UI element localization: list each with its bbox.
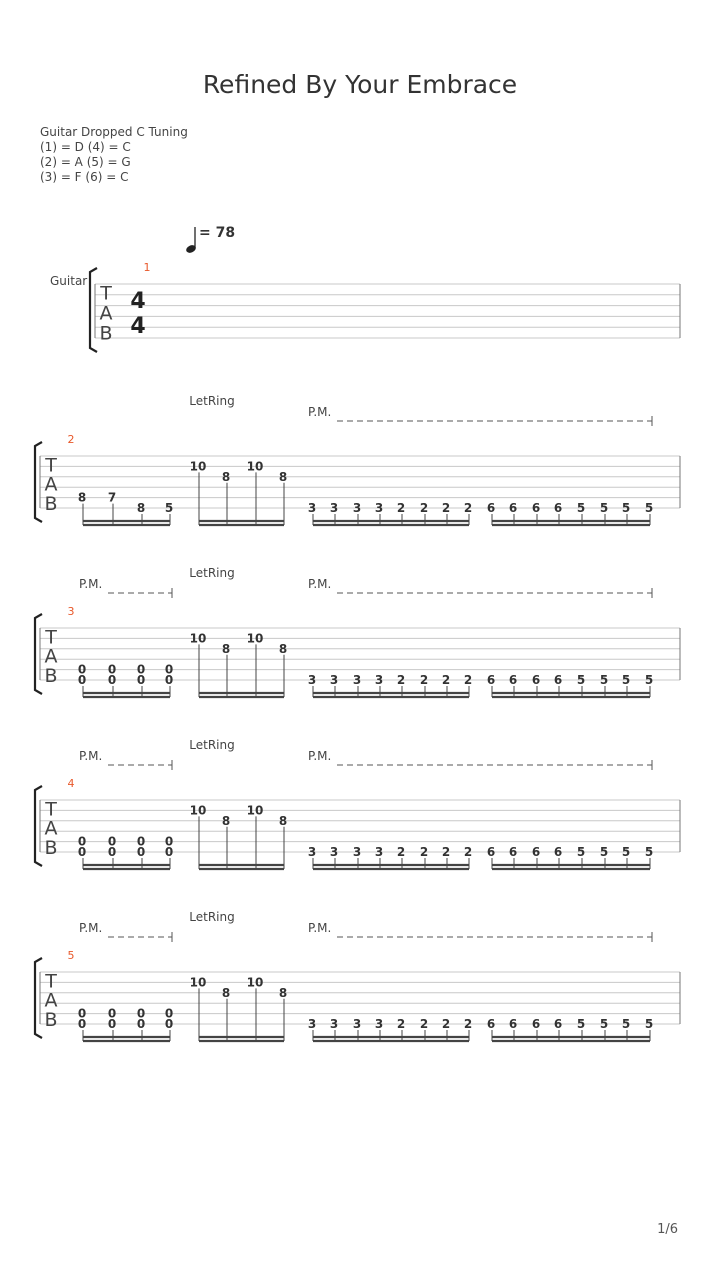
fret-number: 5 (644, 1017, 654, 1031)
tab-clef-letter: B (44, 492, 58, 515)
fret-number: 0 (164, 845, 174, 859)
fret-number: 5 (576, 501, 586, 515)
fret-number: 5 (599, 1017, 609, 1031)
palm-mute-label: P.M. (79, 921, 103, 935)
palm-mute-label: P.M. (79, 577, 103, 591)
fret-number: 8 (136, 501, 146, 515)
fret-number: 5 (621, 501, 631, 515)
fret-number: 0 (136, 845, 146, 859)
fret-number: 0 (77, 662, 87, 677)
fret-number: 0 (77, 1006, 87, 1021)
system-bracket (90, 268, 97, 352)
fret-number: 5 (644, 673, 654, 687)
fret-number: 2 (441, 673, 451, 687)
fret-number: 2 (396, 501, 406, 515)
tab-clef-letter: B (44, 1008, 58, 1031)
tab-clef-letter: B (99, 322, 113, 345)
fret-number: 3 (329, 501, 339, 515)
system-bracket (35, 958, 42, 1038)
tuning-line-2: (2) = A (5) = G (40, 155, 131, 169)
fret-number: 0 (107, 1017, 117, 1031)
tempo-value: = 78 (199, 225, 236, 241)
fret-number: 0 (164, 673, 174, 687)
let-ring-label: LetRing (189, 566, 235, 580)
fret-number: 0 (107, 845, 117, 859)
fret-number: 6 (486, 673, 496, 687)
fret-number: 10 (246, 459, 264, 474)
tab-clef-letter: T (45, 970, 57, 993)
fret-number: 3 (307, 501, 317, 515)
fret-number: 6 (508, 501, 518, 515)
measure-number: 3 (67, 605, 75, 618)
fret-number: 2 (463, 501, 473, 515)
fret-number: 8 (278, 985, 288, 1000)
fret-number: 6 (486, 845, 496, 859)
fret-number: 2 (441, 845, 451, 859)
fret-number: 3 (352, 673, 362, 687)
fret-number: 2 (463, 1017, 473, 1031)
tab-clef-letter: A (44, 817, 58, 840)
fret-number: 0 (77, 845, 87, 859)
fret-number: 3 (374, 501, 384, 515)
tab-clef-letter: T (45, 798, 57, 821)
tuning-line-1: (1) = D (4) = C (40, 140, 131, 154)
fret-number: 6 (531, 845, 541, 859)
fret-number: 5 (621, 1017, 631, 1031)
fret-number: 2 (463, 673, 473, 687)
fret-number: 3 (307, 673, 317, 687)
tab-clef-letter: A (44, 645, 58, 668)
fret-number: 0 (107, 834, 117, 849)
fret-number: 3 (352, 501, 362, 515)
fret-number: 5 (599, 845, 609, 859)
fret-number: 2 (463, 845, 473, 859)
fret-number: 5 (576, 845, 586, 859)
page-number: 1/6 (657, 1222, 678, 1237)
fret-number: 10 (189, 803, 207, 818)
fret-number: 3 (329, 1017, 339, 1031)
measure-number: 1 (143, 261, 151, 274)
fret-number: 0 (77, 834, 87, 849)
fret-number: 5 (599, 501, 609, 515)
fret-number: 10 (246, 803, 264, 818)
tab-clef-letter: A (44, 473, 58, 496)
fret-number: 6 (553, 845, 563, 859)
fret-number: 10 (189, 975, 207, 990)
tuning-header: Guitar Dropped C Tuning (40, 125, 188, 139)
fret-number: 8 (221, 985, 231, 1000)
fret-number: 0 (136, 662, 146, 677)
fret-number: 6 (531, 1017, 541, 1031)
fret-number: 0 (77, 673, 87, 687)
fret-number: 6 (553, 1017, 563, 1031)
time-signature-bottom: 4 (130, 314, 146, 339)
fret-number: 2 (396, 673, 406, 687)
fret-number: 6 (486, 1017, 496, 1031)
fret-number: 3 (307, 1017, 317, 1031)
fret-number: 5 (576, 673, 586, 687)
tuning-line-3: (3) = F (6) = C (40, 170, 129, 184)
fret-number: 5 (621, 845, 631, 859)
fret-number: 0 (107, 673, 117, 687)
tab-clef-letter: A (99, 302, 113, 325)
palm-mute-label: P.M. (308, 749, 332, 763)
fret-number: 7 (107, 490, 117, 505)
fret-number: 10 (189, 631, 207, 646)
fret-number: 3 (329, 845, 339, 859)
fret-number: 5 (576, 1017, 586, 1031)
fret-number: 10 (246, 975, 264, 990)
fret-number: 6 (486, 501, 496, 515)
let-ring-label: LetRing (189, 910, 235, 924)
fret-number: 10 (189, 459, 207, 474)
system-bracket (35, 442, 42, 522)
fret-number: 3 (374, 673, 384, 687)
fret-number: 8 (278, 641, 288, 656)
fret-number: 3 (374, 1017, 384, 1031)
palm-mute-label: P.M. (308, 577, 332, 591)
fret-number: 2 (419, 1017, 429, 1031)
fret-number: 3 (329, 673, 339, 687)
fret-number: 5 (599, 673, 609, 687)
measure-number: 4 (67, 777, 75, 790)
palm-mute-label: P.M. (308, 405, 332, 419)
fret-number: 0 (107, 662, 117, 677)
tab-clef-letter: A (44, 989, 58, 1012)
time-signature-top: 4 (130, 289, 146, 314)
fret-number: 8 (221, 641, 231, 656)
let-ring-label: LetRing (189, 738, 235, 752)
fret-number: 10 (246, 631, 264, 646)
fret-number: 6 (508, 673, 518, 687)
fret-number: 3 (352, 845, 362, 859)
fret-number: 6 (553, 673, 563, 687)
fret-number: 2 (419, 501, 429, 515)
fret-number: 5 (644, 845, 654, 859)
fret-number: 6 (531, 673, 541, 687)
fret-number: 3 (352, 1017, 362, 1031)
fret-number: 0 (164, 1006, 174, 1021)
tab-clef-letter: B (44, 836, 58, 859)
fret-number: 2 (419, 673, 429, 687)
fret-number: 6 (531, 501, 541, 515)
tab-clef-letter: T (45, 626, 57, 649)
fret-number: 0 (136, 1006, 146, 1021)
let-ring-label: LetRing (189, 394, 235, 408)
tab-clef-letter: T (45, 454, 57, 477)
fret-number: 0 (164, 1017, 174, 1031)
palm-mute-label: P.M. (79, 749, 103, 763)
fret-number: 5 (164, 501, 174, 515)
measure-number: 5 (67, 949, 75, 962)
fret-number: 0 (107, 1006, 117, 1021)
measure-number: 2 (67, 433, 75, 446)
fret-number: 8 (77, 490, 87, 505)
fret-number: 0 (77, 1017, 87, 1031)
fret-number: 8 (221, 813, 231, 828)
fret-number: 8 (278, 813, 288, 828)
fret-number: 0 (164, 834, 174, 849)
tab-clef-letter: T (100, 282, 112, 305)
fret-number: 8 (278, 469, 288, 484)
fret-number: 2 (396, 845, 406, 859)
fret-number: 6 (508, 1017, 518, 1031)
fret-number: 5 (621, 673, 631, 687)
track-name: Guitar (50, 274, 88, 288)
fret-number: 0 (136, 834, 146, 849)
palm-mute-label: P.M. (308, 921, 332, 935)
fret-number: 6 (553, 501, 563, 515)
fret-number: 8 (221, 469, 231, 484)
fret-number: 5 (644, 501, 654, 515)
fret-number: 6 (508, 845, 518, 859)
fret-number: 2 (396, 1017, 406, 1031)
fret-number: 2 (441, 1017, 451, 1031)
fret-number: 0 (136, 673, 146, 687)
song-title: Refined By Your Embrace (202, 70, 518, 99)
system-bracket (35, 614, 42, 694)
fret-number: 3 (307, 845, 317, 859)
fret-number: 0 (136, 1017, 146, 1031)
fret-number: 0 (164, 662, 174, 677)
system-bracket (35, 786, 42, 866)
tab-clef-letter: B (44, 664, 58, 687)
fret-number: 2 (419, 845, 429, 859)
fret-number: 3 (374, 845, 384, 859)
fret-number: 2 (441, 501, 451, 515)
